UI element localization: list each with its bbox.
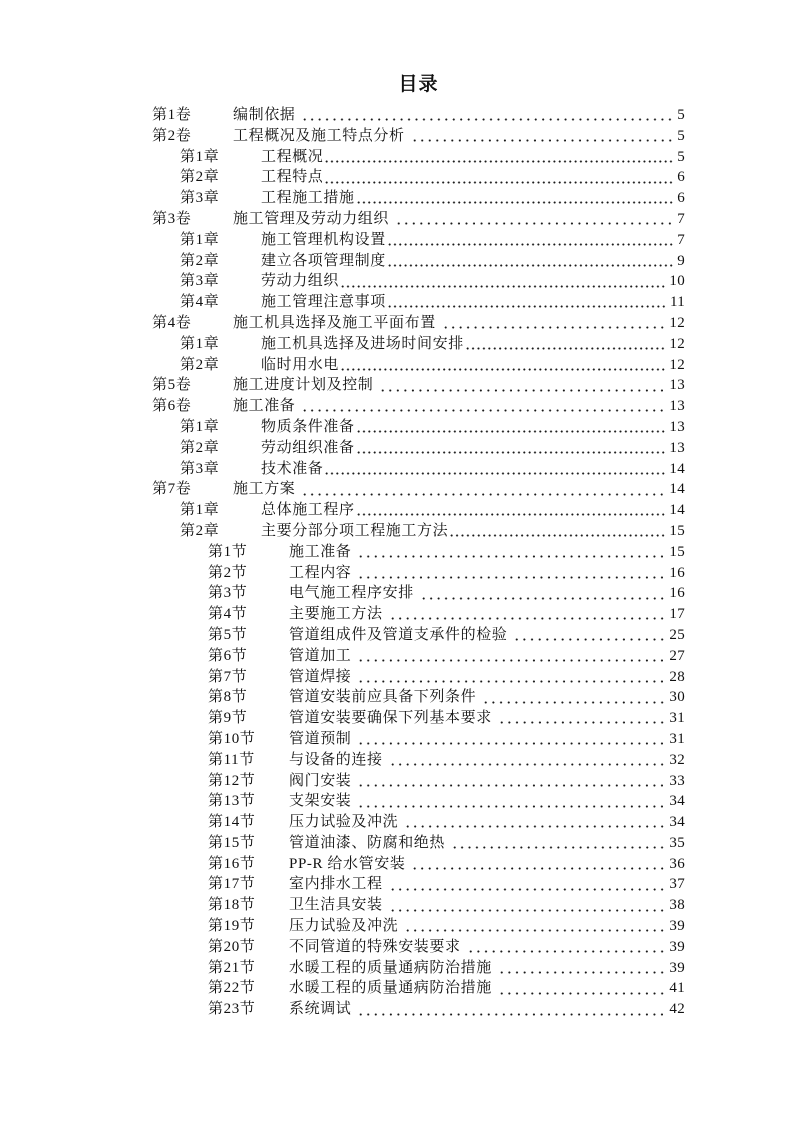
toc-entry-number: 第6卷 xyxy=(152,398,192,415)
toc-volume-entry[interactable] xyxy=(152,375,685,396)
toc-page-number: 14 xyxy=(669,481,685,498)
toc-entry-title: 物质条件准备 xyxy=(261,418,355,435)
toc-leader-dots xyxy=(387,292,667,313)
toc-section-entry[interactable] xyxy=(152,687,685,708)
toc-volume-entry[interactable] xyxy=(152,105,685,126)
toc-entry-title: 管道焊接 xyxy=(289,668,352,685)
toc-volume-entry[interactable] xyxy=(152,209,685,230)
toc-entry-number: 第3节 xyxy=(208,585,248,602)
toc-section-entry[interactable] xyxy=(152,958,685,979)
toc-entry-number: 第16节 xyxy=(208,855,256,872)
toc-leader-dots xyxy=(301,105,674,126)
toc-entry-title: 管道安装前应具备下列条件 xyxy=(289,689,477,706)
toc-section-entry[interactable] xyxy=(152,916,685,937)
toc-entry-number: 第1章 xyxy=(180,148,220,165)
toc-leader-dots xyxy=(387,230,674,251)
toc-entry-number: 第3章 xyxy=(180,273,220,290)
toc-chapter-entry[interactable] xyxy=(152,417,685,438)
toc-leader-dots xyxy=(449,521,666,542)
toc-chapter-entry[interactable] xyxy=(152,271,685,292)
toc-entry-title: 施工方案 xyxy=(233,481,296,498)
toc-leader-dots xyxy=(379,375,666,396)
toc-leader-dots xyxy=(357,771,666,792)
toc-entry-number: 第2卷 xyxy=(152,127,192,144)
toc-page-number: 14 xyxy=(669,502,685,519)
toc-leader-dots xyxy=(324,459,666,480)
toc-page-number: 34 xyxy=(669,793,685,810)
toc-entry-title: 施工管理及劳动力组织 xyxy=(233,210,390,227)
toc-entry-number: 第2节 xyxy=(208,564,248,581)
toc-entry-number: 第2章 xyxy=(180,356,220,373)
toc-entry-title: 管道安装要确保下列基本要求 xyxy=(289,710,492,727)
toc-leader-dots xyxy=(482,687,666,708)
toc-chapter-entry[interactable] xyxy=(152,167,685,188)
toc-section-entry[interactable] xyxy=(152,874,685,895)
toc-entry-title: 施工进度计划及控制 xyxy=(233,377,374,394)
toc-entry-title: 电气施工程序安排 xyxy=(289,585,414,602)
toc-leader-dots xyxy=(357,646,666,667)
toc-section-entry[interactable] xyxy=(152,937,685,958)
toc-entry-title: 工程特点 xyxy=(261,169,324,186)
toc-chapter-entry[interactable] xyxy=(152,355,685,376)
table-of-contents xyxy=(152,105,685,1020)
toc-page-number: 39 xyxy=(669,959,685,976)
toc-entry-title: 支架安装 xyxy=(289,793,352,810)
toc-volume-entry[interactable] xyxy=(152,479,685,500)
toc-entry-title: 与设备的连接 xyxy=(289,751,383,768)
toc-entry-title: 施工机具选择及施工平面布置 xyxy=(233,314,436,331)
toc-section-entry[interactable] xyxy=(152,646,685,667)
toc-page-number: 30 xyxy=(669,689,685,706)
toc-page-number: 13 xyxy=(669,418,685,435)
toc-entry-title: 室内排水工程 xyxy=(289,876,383,893)
toc-entry-title: 技术准备 xyxy=(261,460,324,477)
toc-entry-title: 劳动力组织 xyxy=(261,273,340,290)
toc-entry-number: 第4卷 xyxy=(152,314,192,331)
toc-entry-number: 第6节 xyxy=(208,647,248,664)
toc-page-number: 27 xyxy=(669,647,685,664)
toc-entry-number: 第7节 xyxy=(208,668,248,685)
toc-page-number: 13 xyxy=(669,398,685,415)
toc-leader-dots xyxy=(356,500,667,521)
toc-entry-number: 第12节 xyxy=(208,772,256,789)
toc-leader-dots xyxy=(324,147,674,168)
toc-entry-title: 管道加工 xyxy=(289,647,352,664)
toc-entry-title: PP-R 给水管安装 xyxy=(289,855,406,872)
toc-entry-number: 第3章 xyxy=(180,460,220,477)
toc-entry-title: 建立各项管理制度 xyxy=(261,252,386,269)
toc-entry-number: 第2章 xyxy=(180,439,220,456)
toc-entry-title: 临时用水电 xyxy=(261,356,340,373)
toc-page-number: 37 xyxy=(669,876,685,893)
toc-entry-title: 管道油漆、防腐和绝热 xyxy=(289,834,446,851)
toc-chapter-entry[interactable] xyxy=(152,251,685,272)
toc-leader-dots xyxy=(357,667,666,688)
toc-page-number: 33 xyxy=(669,772,685,789)
toc-section-entry[interactable] xyxy=(152,604,685,625)
toc-leader-dots xyxy=(442,313,667,334)
toc-entry-title: 主要施工方法 xyxy=(289,606,383,623)
toc-entry-title: 施工准备 xyxy=(289,543,352,560)
toc-entry-number: 第1章 xyxy=(180,502,220,519)
toc-entry-number: 第14节 xyxy=(208,814,256,831)
toc-section-entry[interactable] xyxy=(152,750,685,771)
toc-page-number: 41 xyxy=(669,980,685,997)
toc-leader-dots xyxy=(301,479,666,500)
toc-page-number: 32 xyxy=(669,751,685,768)
toc-entry-number: 第23节 xyxy=(208,1001,256,1018)
toc-entry-number: 第19节 xyxy=(208,918,256,935)
toc-entry-number: 第2章 xyxy=(180,252,220,269)
toc-entry-number: 第5卷 xyxy=(152,377,192,394)
toc-section-entry[interactable] xyxy=(152,542,685,563)
toc-section-entry[interactable] xyxy=(152,708,685,729)
toc-chapter-entry[interactable] xyxy=(152,334,685,355)
toc-chapter-entry[interactable] xyxy=(152,459,685,480)
toc-page-number: 17 xyxy=(669,606,685,623)
toc-entry-title: 阀门安装 xyxy=(289,772,352,789)
toc-entry-number: 第22节 xyxy=(208,980,256,997)
toc-page-number: 5 xyxy=(677,127,685,144)
toc-page-number: 12 xyxy=(669,314,685,331)
document-title: 目录 xyxy=(398,74,439,95)
toc-page-number: 7 xyxy=(677,210,685,227)
toc-page-number: 10 xyxy=(669,273,685,290)
toc-page-number: 14 xyxy=(669,460,685,477)
toc-entry-title: 卫生洁具安装 xyxy=(289,897,383,914)
toc-page-number: 25 xyxy=(669,626,685,643)
toc-leader-dots xyxy=(356,188,675,209)
toc-page-number: 11 xyxy=(669,294,685,311)
toc-leader-dots xyxy=(357,542,666,563)
toc-entry-title: 施工机具选择及进场时间安排 xyxy=(261,335,464,352)
toc-leader-dots xyxy=(340,271,666,292)
toc-section-entry[interactable] xyxy=(152,854,685,875)
toc-volume-entry[interactable] xyxy=(152,126,685,147)
toc-chapter-entry[interactable] xyxy=(152,292,685,313)
toc-section-entry[interactable] xyxy=(152,895,685,916)
toc-entry-title: 水暖工程的质量通病防治措施 xyxy=(289,959,492,976)
toc-page-number: 13 xyxy=(669,377,685,394)
toc-leader-dots xyxy=(357,729,666,750)
toc-page-number: 13 xyxy=(669,439,685,456)
toc-entry-number: 第15节 xyxy=(208,834,256,851)
toc-entry-title: 工程内容 xyxy=(289,564,352,581)
toc-entry-number: 第2章 xyxy=(180,169,220,186)
toc-entry-number: 第1章 xyxy=(180,335,220,352)
toc-entry-title: 编制依据 xyxy=(233,107,296,123)
toc-entry-number: 第3卷 xyxy=(152,210,192,227)
toc-entry-number: 第5节 xyxy=(208,626,248,643)
toc-page-number: 39 xyxy=(669,918,685,935)
toc-entry-title: 施工准备 xyxy=(233,398,296,415)
toc-entry-number: 第7卷 xyxy=(152,481,192,498)
toc-leader-dots xyxy=(389,895,667,916)
toc-volume-entry[interactable] xyxy=(152,396,685,417)
toc-chapter-entry[interactable] xyxy=(152,230,685,251)
toc-leader-dots xyxy=(467,937,667,958)
toc-leader-dots xyxy=(498,708,667,729)
toc-entry-title: 管道组成件及管道支承件的检验 xyxy=(289,626,508,643)
toc-entry-number: 第2章 xyxy=(180,522,220,539)
toc-page-number: 31 xyxy=(669,710,685,727)
toc-entry-title: 施工管理注意事项 xyxy=(261,294,386,311)
toc-chapter-entry[interactable] xyxy=(152,521,685,542)
toc-chapter-entry[interactable] xyxy=(152,147,685,168)
toc-leader-dots xyxy=(389,604,667,625)
toc-leader-dots xyxy=(411,126,675,147)
toc-leader-dots xyxy=(357,791,666,812)
toc-section-entry[interactable] xyxy=(152,978,685,999)
toc-leader-dots xyxy=(404,916,666,937)
toc-entry-number: 第17节 xyxy=(208,876,256,893)
toc-entry-title: 施工管理机构设置 xyxy=(261,231,386,248)
toc-leader-dots xyxy=(389,874,667,895)
toc-leader-dots xyxy=(301,396,666,417)
toc-entry-title: 管道预制 xyxy=(289,730,352,747)
toc-page-number: 5 xyxy=(677,148,685,165)
toc-entry-title: 劳动组织准备 xyxy=(261,439,355,456)
toc-entry-number: 第4节 xyxy=(208,606,248,623)
toc-entry-number: 第9节 xyxy=(208,710,248,727)
toc-page-number: 16 xyxy=(669,585,685,602)
toc-leader-dots xyxy=(357,563,666,584)
toc-entry-title: 工程施工措施 xyxy=(261,190,355,207)
toc-leader-dots xyxy=(340,355,666,376)
toc-page-number: 12 xyxy=(669,356,685,373)
toc-page-number: 42 xyxy=(669,1001,685,1018)
toc-entry-title: 总体施工程序 xyxy=(261,502,355,519)
toc-section-entry[interactable] xyxy=(152,667,685,688)
toc-chapter-entry[interactable] xyxy=(152,188,685,209)
toc-page-number: 15 xyxy=(669,522,685,539)
toc-entry-number: 第1章 xyxy=(180,231,220,248)
toc-leader-dots xyxy=(465,334,667,355)
toc-entry-number: 第20节 xyxy=(208,938,256,955)
toc-section-entry[interactable] xyxy=(152,999,685,1020)
toc-page-number: 31 xyxy=(669,730,685,747)
toc-leader-dots xyxy=(404,812,666,833)
toc-page-number: 5 xyxy=(677,107,685,123)
toc-page-number: 36 xyxy=(669,855,685,872)
toc-entry-number: 第21节 xyxy=(208,959,256,976)
toc-entry-number: 第1卷 xyxy=(152,107,192,123)
toc-section-entry[interactable] xyxy=(152,771,685,792)
toc-section-entry[interactable] xyxy=(152,729,685,750)
toc-entry-number: 第10节 xyxy=(208,730,256,747)
toc-leader-dots xyxy=(420,583,667,604)
toc-entry-number: 第3章 xyxy=(180,190,220,207)
toc-entry-number: 第1节 xyxy=(208,543,248,560)
toc-leader-dots xyxy=(411,854,666,875)
toc-entry-title: 压力试验及冲洗 xyxy=(289,918,399,935)
toc-leader-dots xyxy=(324,167,674,188)
toc-page-number: 15 xyxy=(669,543,685,560)
toc-entry-number: 第1章 xyxy=(180,418,220,435)
toc-leader-dots xyxy=(513,625,666,646)
toc-section-entry[interactable] xyxy=(152,625,685,646)
toc-entry-title: 主要分部分项工程施工方法 xyxy=(261,522,449,539)
toc-entry-title: 水暖工程的质量通病防治措施 xyxy=(289,980,492,997)
toc-page-number: 12 xyxy=(669,335,685,352)
toc-section-entry[interactable] xyxy=(152,812,685,833)
toc-leader-dots xyxy=(498,978,667,999)
toc-section-entry[interactable] xyxy=(152,563,685,584)
toc-leader-dots xyxy=(356,417,667,438)
toc-page-number: 35 xyxy=(669,834,685,851)
toc-leader-dots xyxy=(357,999,666,1020)
toc-entry-title: 系统调试 xyxy=(289,1001,352,1018)
toc-chapter-entry[interactable] xyxy=(152,500,685,521)
toc-entry-number: 第11节 xyxy=(208,751,255,768)
toc-leader-dots xyxy=(389,750,667,771)
toc-leader-dots xyxy=(395,209,674,230)
toc-page-number: 7 xyxy=(677,231,685,248)
toc-page-number: 38 xyxy=(669,897,685,914)
toc-leader-dots xyxy=(356,438,667,459)
toc-entry-number: 第13节 xyxy=(208,793,256,810)
toc-section-entry[interactable] xyxy=(152,833,685,854)
toc-page-number: 28 xyxy=(669,668,685,685)
toc-page-number: 6 xyxy=(677,190,685,207)
toc-entry-title: 工程概况及施工特点分析 xyxy=(233,127,405,144)
toc-section-entry[interactable] xyxy=(152,791,685,812)
toc-page-number: 39 xyxy=(669,938,685,955)
toc-volume-entry[interactable] xyxy=(152,313,685,334)
toc-entry-title: 不同管道的特殊安装要求 xyxy=(289,938,461,955)
toc-leader-dots xyxy=(451,833,666,854)
toc-entry-number: 第4章 xyxy=(180,294,220,311)
toc-page-number: 16 xyxy=(669,564,685,581)
toc-entry-number: 第8节 xyxy=(208,689,248,706)
toc-entry-title: 压力试验及冲洗 xyxy=(289,814,399,831)
toc-entry-title: 工程概况 xyxy=(261,148,324,165)
toc-page-number: 34 xyxy=(669,814,685,831)
toc-chapter-entry[interactable] xyxy=(152,438,685,459)
toc-page-number: 6 xyxy=(677,169,685,186)
toc-entry-number: 第18节 xyxy=(208,897,256,914)
toc-page-number: 9 xyxy=(677,252,685,269)
toc-section-entry[interactable] xyxy=(152,583,685,604)
toc-leader-dots xyxy=(387,251,674,272)
toc-leader-dots xyxy=(498,958,667,979)
